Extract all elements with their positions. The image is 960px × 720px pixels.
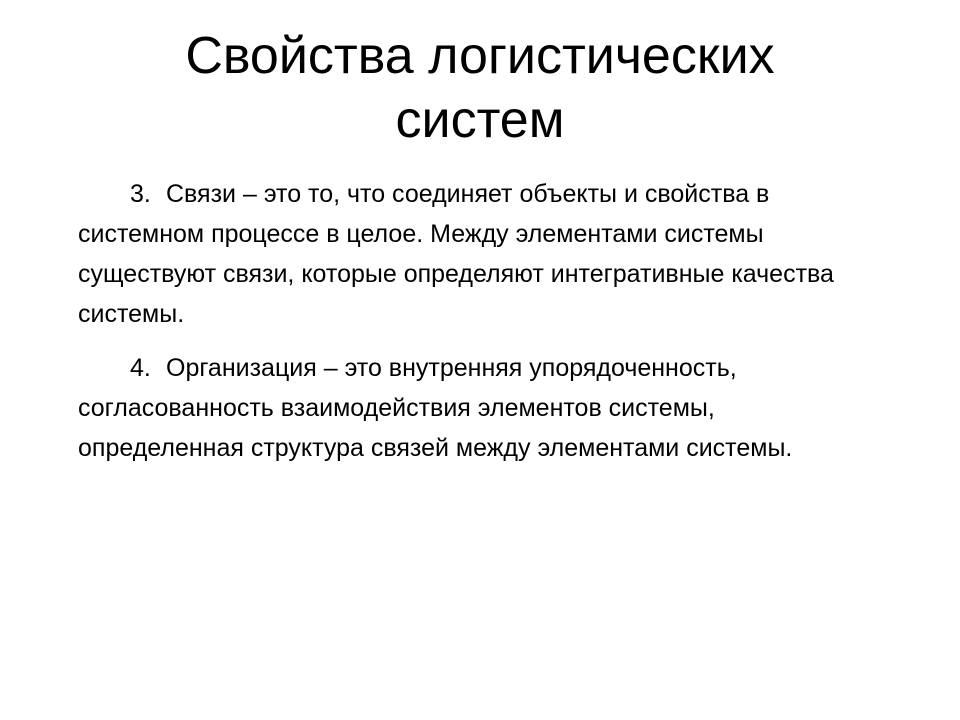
item-text: Связи – это то, что соединяет объекты и свойства в системном процессе в целое. Между элементами системы существуют связи, которые определяют интегративные качества системы. [78,180,834,328]
slide-body [78,174,878,482]
item-text: Организация – это внутренняя упорядоченность, согласованность взаимодействия элементов системы, определенная структура связей между элементами системы. [78,354,793,462]
slide-title-line-1: Свойства логистических [185,27,775,85]
slide-title [60,24,900,152]
paragraph-item-4 [78,348,878,468]
item-number: 3. [130,180,151,208]
slide-title-line-2: систем [395,91,565,149]
paragraph-item-3 [78,174,878,334]
item-number: 4. [130,354,151,382]
